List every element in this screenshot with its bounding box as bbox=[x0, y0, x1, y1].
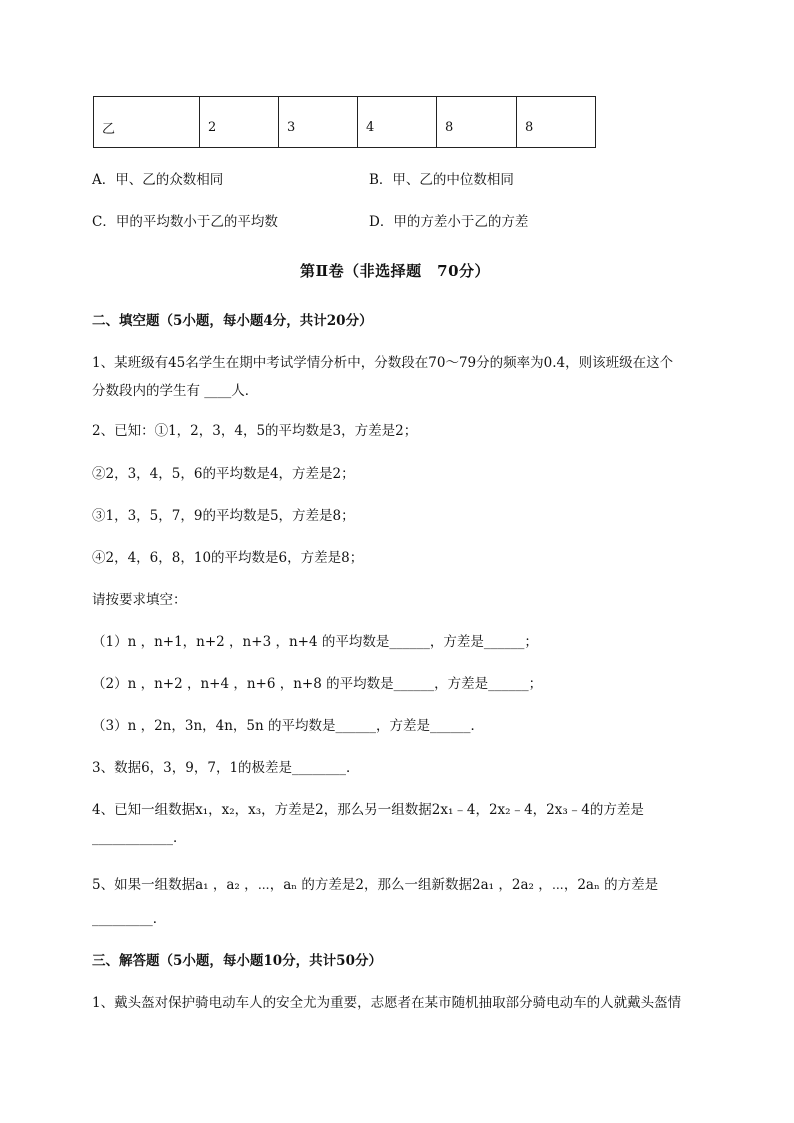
table-cell: 8 bbox=[517, 97, 596, 148]
part3-heading: 三、解答题（5小题，每小题10分，共计50分） bbox=[92, 953, 382, 969]
q1-line1: 1、某班级有45名学生在期中考试学情分析中，分数段在70～79分的频率为0.4，则该班级在这个 bbox=[92, 355, 674, 371]
option-c: C．甲的平均数小于乙的平均数 bbox=[92, 214, 278, 230]
option-a: A．甲、乙的众数相同 bbox=[92, 172, 224, 188]
q2-line3: ③1，3，5，7，9的平均数是5，方差是8； bbox=[92, 508, 355, 524]
part2-heading: 二、填空题（5小题，每小题4分，共计20分） bbox=[92, 313, 373, 329]
q4-line2: ____________． bbox=[92, 830, 187, 846]
q5-line2: _________． bbox=[92, 911, 167, 927]
q2-sub3: （3）n ，2n，3n，4n，5n 的平均数是______，方差是______． bbox=[92, 718, 485, 734]
q3: 3、数据6，3，9，7，1的极差是________． bbox=[92, 760, 360, 776]
q2-sub1: （1）n ，n+1，n+2 ，n+3 ，n+4 的平均数是______，方差是______； bbox=[92, 634, 538, 650]
q4-line1: 4、已知一组数据x₁，x₂，x₃，方差是2，那么另一组数据2x₁﹣4，2x₂﹣4，2x₃﹣4的方差是 bbox=[92, 802, 644, 818]
data-table bbox=[93, 96, 596, 148]
q2-sub2: （2）n ，n+2 ，n+4 ，n+6 ，n+8 的平均数是______，方差是______； bbox=[92, 676, 543, 692]
q2-prompt: 请按要求填空： bbox=[92, 592, 187, 608]
option-d: D．甲的方差小于乙的方差 bbox=[369, 214, 529, 230]
table-cell: 3 bbox=[279, 97, 358, 148]
option-b: B．甲、乙的中位数相同 bbox=[369, 172, 514, 188]
table-cell: 4 bbox=[358, 97, 437, 148]
q2-line4: ④2，4，6，8，10的平均数是6，方差是8； bbox=[92, 550, 364, 566]
section-title: 第Ⅱ卷（非选择题 70分） bbox=[300, 262, 491, 280]
q2-line2: ②2，3，4，5，6的平均数是4，方差是2； bbox=[92, 466, 355, 482]
q2-line1: 2、已知：①1，2，3，4，5的平均数是3，方差是2； bbox=[92, 423, 418, 439]
table-cell: 乙 bbox=[94, 97, 200, 148]
table-row bbox=[94, 97, 596, 148]
q1-line2: 分数段内的学生有 ____人． bbox=[92, 383, 259, 399]
table-cell: 8 bbox=[437, 97, 517, 148]
part3-q1-line1: 1、戴头盔对保护骑电动车人的安全尤为重要，志愿者在某市随机抽取部分骑电动车的人就戴头盔情 bbox=[92, 995, 682, 1011]
table-cell: 2 bbox=[200, 97, 279, 148]
q5-line1: 5、如果一组数据a₁ ，a₂ ，⋯，aₙ 的方差是2，那么一组新数据2a₁ ，2a₂ ，⋯，2aₙ 的方差是 bbox=[92, 877, 659, 893]
